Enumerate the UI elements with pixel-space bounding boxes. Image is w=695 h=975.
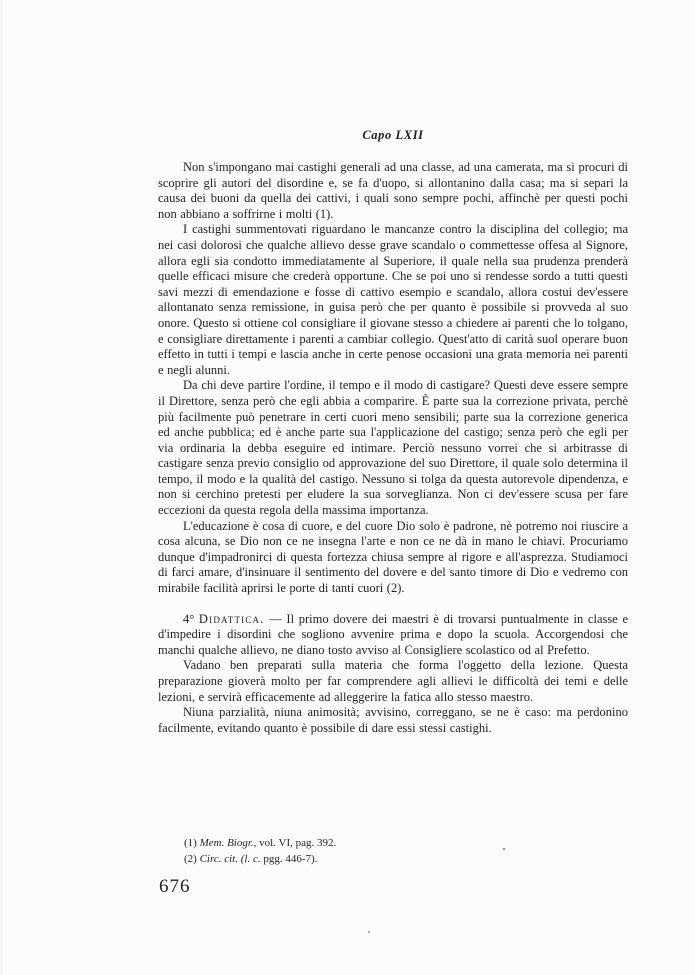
footnote-marker: (1) <box>184 837 197 849</box>
footnotes <box>158 836 628 867</box>
body-paragraph: L'educazione è cosa di cuore, e del cuore Dio solo è padrone, nè potremo noi riuscire a cosa alcuna, se Dio non ce ne insegna l'arte e non ce ne dà in mano le chiavi. Procuriamo dunque d'impadronirci di questa fortezza chiusa sempre al rigore e all'asprezza. Studiamoci di farci amare, d'insinuare il sentimento del dovere e del santo timore di Dio e vedremo con mirabile facilità aprirsi le porte di tanti cuori (2). <box>158 518 628 596</box>
body-paragraph: Niuna parzialità, niuna animosità; avvisino, correggano, se ne è caso: ma perdonino facilmente, evitando quanto è possibile di dare essi stessi castighi. <box>158 705 628 735</box>
footnote-marker: (2) <box>184 852 197 865</box>
body-paragraph-didattica <box>158 612 628 659</box>
footnote-detail: vol. VI, pag. 392. <box>259 837 337 849</box>
body-paragraph: Non s'impongano mai castighi generali ad una classe, ad una camerata, ma si procuri di scoprire gli autori del disordine e, se fa d'uopo, si allontanino dalla casa; ma si separi la causa dei buoni da quella dei cattivi, i quali sono sempre pochi, affinchè per questi pochi non abbiano a soffrirne i molti (1). <box>158 160 628 221</box>
scan-speck <box>368 931 370 933</box>
section-title: Didattica. <box>198 611 265 626</box>
body-paragraph: Da chi deve partire l'ordine, il tempo e il modo di castigare? Questi deve essere sempre il Direttore, senza però che egli abbia a comparire. È parte sua la correzione privata, perchè più facilmente può penetrare in certi cuori meno sensibili; parte sua la correzione generica ed anche pubblica; ed è anche parte sua l'applicazione del castigo; senza però che egli per via ordinaria la debba eseguire ed intimare. Perciò nessuno vorrei che si arbitrasse di castigare senza previo consiglio od approvazione del suo Direttore, il quale solo determina il tempo, il modo e la qualità del castigo. Nessuno si tolga da questa autorevole dipendenza, e non si cerchino pretesti per eludere la sua sorveglianza. Non ci dev'essere scusa per fare eccezioni da questa regola della massima importanza. <box>158 378 628 518</box>
footnote-source: Circ. cit. (l. c. <box>199 852 261 865</box>
scan-speck <box>503 848 505 850</box>
scan-edge-line <box>1 0 2 975</box>
body-paragraph: I castighi summentovati riguardano le mancanze contro la disciplina del collegio; ma nei casi dolorosi che qualche allievo desse grave scandalo o commettesse offesa al Signore, allora egli sia condotto immediatamente al Superiore, il quale nella sua prudenza prenderà quelle efficaci misure che crederà opportune. Che se poi uno si rendesse sordo a tutti questi savi mezzi di emendazione e fosse di cattivo esempio e scandalo, allora costui dev'essere allontanato senza remissione, in guisa però che per quanto è possibile si provveda al suo onore. Questo si ottiene col consigliare il giovane stesso a chiedere ai parenti che lo tolgano, e consigliare direttamente i parenti a cambiar collegio. Quest'atto di carità suol operare buon effetto in tutti i tempi e lascia anche in certe penose occasioni una grata memoria nei parenti e negli alunni. <box>158 222 628 377</box>
footnote-source: Mem. Biogr., <box>199 837 257 849</box>
footnote <box>158 836 628 852</box>
body-paragraph: Vadano ben preparati sulla materia che forma l'oggetto della lezione. Questa preparazione gioverà molto per far comprendere agli allievi le difficoltà dei temi e delle lezioni, e servirà efficacemente ad alleggerire la fatica allo stesso maestro. <box>158 658 628 704</box>
footnote-detail: pgg. 446-7). <box>263 852 318 865</box>
paragraph-text: — Il primo dovere dei maestri è di trovarsi puntualmente in classe e d'impedire i disordini che sogliono avvenire prima e dopo la scuola. Accorgendosi che manchi qualche allievo, ne diano tosto avviso al Consigliere scolastico od al Prefetto. <box>158 611 628 657</box>
running-head: Capo LXII <box>362 128 424 142</box>
body-text <box>158 160 628 736</box>
footnote <box>158 852 628 868</box>
page-number: 676 <box>159 876 191 897</box>
section-number: 4° <box>183 611 199 626</box>
